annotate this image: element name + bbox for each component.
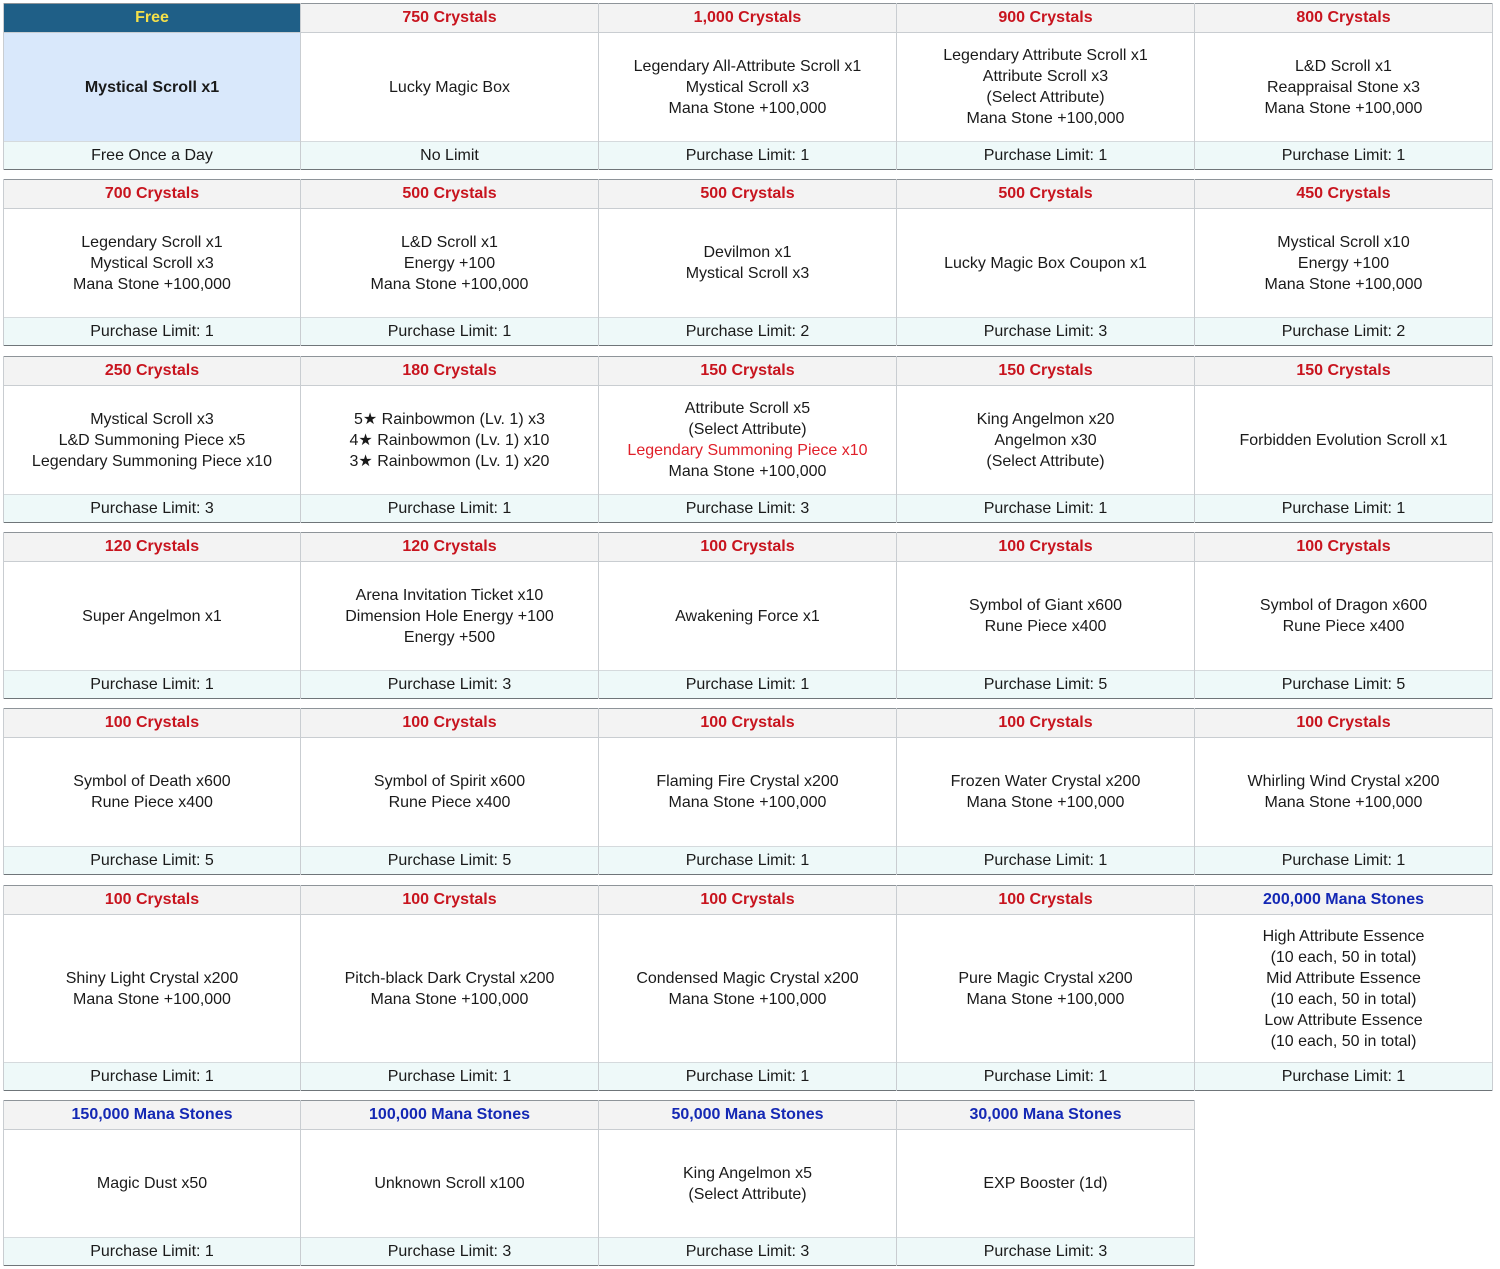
price-label: 100 Crystals [599, 532, 896, 562]
price-label: 250 Crystals [4, 356, 300, 386]
item-line: Mana Stone +100,000 [73, 990, 231, 1008]
price-label: 180 Crystals [301, 356, 598, 386]
item-contents [301, 1130, 598, 1237]
item-line: Mana Stone +100,000 [1264, 275, 1423, 293]
purchase-limit: Purchase Limit: 2 [1195, 317, 1492, 346]
shop-item[interactable] [3, 708, 301, 875]
item-line: Reappraisal Stone x3 [1267, 78, 1420, 96]
item-line: Energy +500 [403, 628, 496, 646]
item-line: (10 each, 50 in total) [1270, 990, 1417, 1008]
item-line: Mana Stone +100,000 [668, 99, 827, 117]
purchase-limit: Purchase Limit: 1 [301, 1062, 598, 1091]
purchase-limit: Purchase Limit: 1 [4, 317, 300, 346]
price-label: 100 Crystals [599, 885, 896, 915]
item-contents [301, 209, 598, 317]
item-contents [1195, 915, 1492, 1062]
item-contents [599, 738, 896, 846]
item-line: Attribute Scroll x5 [684, 400, 811, 417]
item-line: (10 each, 50 in total) [1270, 948, 1417, 966]
price-label: 100 Crystals [301, 708, 598, 738]
price-label: 150 Crystals [1195, 356, 1492, 386]
item-line: Super Angelmon x1 [82, 607, 222, 625]
item-line: Pure Magic Crystal x200 [958, 969, 1133, 987]
purchase-limit: Purchase Limit: 1 [897, 846, 1194, 875]
item-contents [599, 209, 896, 317]
item-contents [4, 915, 300, 1062]
item-line: Legendary All-Attribute Scroll x1 [633, 57, 862, 75]
item-line: (Select Attribute) [688, 421, 807, 438]
purchase-limit: Purchase Limit: 3 [599, 1237, 896, 1266]
item-line: High Attribute Essence [1262, 927, 1425, 945]
item-line: King Angelmon x5 [683, 1164, 812, 1182]
shop-item[interactable] [897, 885, 1195, 1091]
purchase-limit: Purchase Limit: 1 [4, 1062, 300, 1091]
item-line: King Angelmon x20 [976, 410, 1115, 428]
item-line: (10 each, 50 in total) [1270, 1032, 1417, 1050]
purchase-limit: Free Once a Day [4, 141, 300, 170]
purchase-limit: Purchase Limit: 1 [599, 670, 896, 699]
purchase-limit: Purchase Limit: 1 [599, 846, 896, 875]
purchase-limit: Purchase Limit: 1 [897, 494, 1194, 523]
shop-row [3, 885, 1493, 1091]
item-line: Mid Attribute Essence [1266, 969, 1421, 987]
shop-item[interactable] [599, 708, 897, 875]
item-contents [897, 738, 1194, 846]
item-contents [599, 562, 896, 670]
item-contents [599, 33, 896, 141]
item-line: Whirling Wind Crystal x200 [1247, 773, 1440, 790]
item-contents [1195, 738, 1492, 846]
shop-item[interactable] [301, 532, 599, 699]
price-label: 900 Crystals [897, 3, 1194, 33]
shop-item[interactable] [3, 356, 301, 523]
purchase-limit: Purchase Limit: 1 [1195, 1062, 1492, 1091]
item-line: Symbol of Death x600 [73, 773, 231, 790]
item-line: Lucky Magic Box [389, 78, 510, 96]
price-label: 500 Crystals [599, 179, 896, 209]
shop-item[interactable] [3, 3, 301, 170]
shop-item[interactable] [897, 532, 1195, 699]
shop-item[interactable] [301, 885, 599, 1091]
purchase-limit: Purchase Limit: 5 [897, 670, 1194, 699]
shop-item[interactable] [3, 532, 301, 699]
shop-item[interactable] [1195, 179, 1493, 346]
shop-item[interactable] [599, 3, 897, 170]
item-contents [4, 33, 300, 141]
price-label: 800 Crystals [1195, 3, 1492, 33]
purchase-limit: Purchase Limit: 5 [1195, 670, 1492, 699]
item-line: Mana Stone +100,000 [1264, 99, 1423, 117]
item-contents [4, 738, 300, 846]
shop-item[interactable] [599, 532, 897, 699]
purchase-limit: Purchase Limit: 5 [4, 846, 300, 875]
price-label: 100 Crystals [301, 885, 598, 915]
purchase-limit: Purchase Limit: 3 [301, 670, 598, 699]
purchase-limit: Purchase Limit: 1 [897, 1062, 1194, 1091]
item-line: 4★ Rainbowmon (Lv. 1) x10 [349, 431, 550, 449]
item-contents [4, 562, 300, 670]
item-line: Frozen Water Crystal x200 [950, 773, 1141, 790]
item-contents [1195, 562, 1492, 670]
shop-row [3, 708, 1493, 875]
price-label: 30,000 Mana Stones [897, 1100, 1194, 1130]
item-line: Legendary Scroll x1 [81, 233, 223, 251]
shop-item[interactable] [897, 3, 1195, 170]
price-label: 100 Crystals [1195, 708, 1492, 738]
item-line: Mystical Scroll x3 [90, 254, 214, 272]
item-line: Rune Piece x400 [388, 794, 511, 811]
item-line: Rune Piece x400 [91, 794, 213, 811]
purchase-limit: Purchase Limit: 5 [301, 846, 598, 875]
price-label: 500 Crystals [897, 179, 1194, 209]
shop-item[interactable] [3, 179, 301, 346]
item-contents [4, 209, 300, 317]
item-line: Rune Piece x400 [984, 618, 1107, 635]
item-line: Attribute Scroll x3 [982, 68, 1109, 85]
shop-item[interactable] [599, 356, 897, 523]
item-line: Mystical Scroll x3 [685, 78, 810, 96]
shop-item[interactable] [897, 708, 1195, 875]
item-contents [897, 386, 1194, 494]
purchase-limit: Purchase Limit: 1 [1195, 494, 1492, 523]
shop-item[interactable] [3, 885, 301, 1091]
shop-item[interactable] [1195, 885, 1493, 1091]
item-line: Mystical Scroll x3 [685, 265, 810, 282]
price-label: 100 Crystals [897, 532, 1194, 562]
price-label: 700 Crystals [4, 179, 300, 209]
purchase-limit: Purchase Limit: 1 [301, 494, 598, 523]
shop-item[interactable] [1195, 532, 1493, 699]
price-label: 100 Crystals [599, 708, 896, 738]
item-line: Rune Piece x400 [1282, 618, 1405, 635]
price-label: 120 Crystals [301, 532, 598, 562]
shop-row [3, 179, 1493, 346]
price-label: 100 Crystals [897, 885, 1194, 915]
purchase-limit: Purchase Limit: 1 [4, 1237, 300, 1266]
item-contents [301, 738, 598, 846]
purchase-limit: Purchase Limit: 1 [599, 1062, 896, 1091]
item-line: Symbol of Giant x600 [969, 597, 1122, 614]
item-line: 5★ Rainbowmon (Lv. 1) x3 [353, 410, 545, 428]
item-line: Lucky Magic Box Coupon x1 [944, 254, 1147, 272]
item-line: EXP Booster (1d) [983, 1175, 1108, 1192]
item-line: Mana Stone +100,000 [370, 275, 529, 293]
item-line: Mana Stone +100,000 [668, 463, 827, 480]
shop-item[interactable] [301, 708, 599, 875]
item-line: Legendary Summoning Piece x10 [31, 452, 273, 470]
shop-item[interactable] [599, 885, 897, 1091]
price-label: 750 Crystals [301, 3, 598, 33]
item-contents [1195, 386, 1492, 494]
shop-item[interactable] [301, 356, 599, 523]
price-label: 150 Crystals [599, 356, 896, 386]
item-line: Energy +100 [403, 254, 496, 272]
shop-item[interactable] [897, 179, 1195, 346]
item-line: Angelmon x30 [994, 431, 1097, 449]
item-line: Dimension Hole Energy +100 [345, 607, 554, 625]
price-label: 50,000 Mana Stones [599, 1100, 896, 1130]
item-contents [897, 1130, 1194, 1237]
item-line: Mana Stone +100,000 [668, 990, 827, 1008]
purchase-limit: Purchase Limit: 3 [599, 494, 896, 523]
price-label: 450 Crystals [1195, 179, 1492, 209]
item-line: Forbidden Evolution Scroll x1 [1239, 431, 1448, 449]
shop-row [3, 356, 1493, 523]
item-contents [1195, 209, 1492, 317]
shop-row [3, 3, 1493, 170]
shop-item[interactable] [301, 179, 599, 346]
shop-item[interactable] [301, 1100, 599, 1266]
purchase-limit: Purchase Limit: 1 [301, 317, 598, 346]
shop-row [3, 532, 1493, 699]
item-line: Symbol of Spirit x600 [373, 773, 526, 790]
item-contents [897, 562, 1194, 670]
item-line: (Select Attribute) [688, 1185, 807, 1203]
price-label: Free [4, 3, 300, 33]
shop-item[interactable] [897, 356, 1195, 523]
purchase-limit: No Limit [301, 141, 598, 170]
purchase-limit: Purchase Limit: 3 [897, 317, 1194, 346]
item-line: (Select Attribute) [986, 452, 1105, 470]
item-line: Legendary Attribute Scroll x1 [943, 47, 1148, 64]
item-contents [897, 33, 1194, 141]
item-line: Mana Stone +100,000 [668, 794, 827, 811]
item-contents [301, 33, 598, 141]
purchase-limit: Purchase Limit: 1 [1195, 846, 1492, 875]
item-line: Condensed Magic Crystal x200 [636, 969, 859, 987]
shop-item[interactable] [599, 179, 897, 346]
item-line: Mana Stone +100,000 [73, 275, 231, 293]
purchase-limit: Purchase Limit: 1 [4, 670, 300, 699]
item-contents [599, 386, 896, 494]
item-line: Magic Dust x50 [96, 1175, 208, 1192]
item-contents [301, 562, 598, 670]
shop-item[interactable] [1195, 3, 1493, 170]
shop-row [3, 1100, 1195, 1266]
shop-item[interactable] [599, 1100, 897, 1266]
item-line: L&D Summoning Piece x5 [58, 431, 246, 449]
price-label: 150,000 Mana Stones [4, 1100, 300, 1130]
item-line: (Select Attribute) [986, 89, 1105, 106]
price-label: 100 Crystals [4, 885, 300, 915]
item-line: Mystical Scroll x3 [90, 410, 214, 428]
item-line: Arena Invitation Ticket x10 [355, 586, 544, 604]
item-line: Flaming Fire Crystal x200 [656, 773, 839, 790]
price-label: 100 Crystals [1195, 532, 1492, 562]
price-label: 100,000 Mana Stones [301, 1100, 598, 1130]
item-line: Pitch-black Dark Crystal x200 [344, 969, 555, 987]
item-contents [599, 1130, 896, 1237]
item-contents [301, 915, 598, 1062]
purchase-limit: Purchase Limit: 1 [599, 141, 896, 170]
price-label: 200,000 Mana Stones [1195, 885, 1492, 915]
item-line: Mystical Scroll x10 [1277, 233, 1410, 251]
item-line: Mana Stone +100,000 [1264, 794, 1423, 811]
item-contents [1195, 33, 1492, 141]
item-line: Mana Stone +100,000 [966, 110, 1125, 127]
shop-item[interactable] [301, 3, 599, 170]
shop-item[interactable] [897, 1100, 1195, 1266]
item-line: L&D Scroll x1 [401, 233, 498, 251]
purchase-limit: Purchase Limit: 3 [301, 1237, 598, 1266]
price-label: 150 Crystals [897, 356, 1194, 386]
purchase-limit: Purchase Limit: 3 [897, 1237, 1194, 1266]
item-line: Mystical Scroll x1 [84, 78, 220, 96]
item-line: Symbol of Dragon x600 [1259, 597, 1428, 614]
shop-item[interactable] [3, 1100, 301, 1266]
item-contents [4, 1130, 300, 1237]
item-contents [4, 386, 300, 494]
item-contents [897, 915, 1194, 1062]
item-line: Mana Stone +100,000 [370, 990, 529, 1008]
price-label: 100 Crystals [4, 708, 300, 738]
item-line: Devilmon x1 [703, 244, 792, 261]
item-line: L&D Scroll x1 [1295, 57, 1392, 75]
item-line: Legendary Summoning Piece x10 [627, 442, 868, 459]
price-label: 1,000 Crystals [599, 3, 896, 33]
item-line: Mana Stone +100,000 [966, 990, 1125, 1008]
item-contents [301, 386, 598, 494]
item-line: Mana Stone +100,000 [966, 794, 1125, 811]
item-line: Low Attribute Essence [1264, 1011, 1423, 1029]
item-line: Energy +100 [1297, 254, 1390, 272]
item-line: Shiny Light Crystal x200 [65, 969, 239, 987]
purchase-limit: Purchase Limit: 1 [1195, 141, 1492, 170]
price-label: 100 Crystals [897, 708, 1194, 738]
purchase-limit: Purchase Limit: 3 [4, 494, 300, 523]
price-label: 120 Crystals [4, 532, 300, 562]
item-line: Awakening Force x1 [675, 607, 820, 625]
price-label: 500 Crystals [301, 179, 598, 209]
shop-item[interactable] [1195, 708, 1493, 875]
purchase-limit: Purchase Limit: 1 [897, 141, 1194, 170]
item-line: 3★ Rainbowmon (Lv. 1) x20 [349, 452, 550, 470]
item-contents [599, 915, 896, 1062]
item-line: Unknown Scroll x100 [374, 1175, 525, 1192]
item-contents [897, 209, 1194, 317]
purchase-limit: Purchase Limit: 2 [599, 317, 896, 346]
shop-item[interactable] [1195, 356, 1493, 523]
